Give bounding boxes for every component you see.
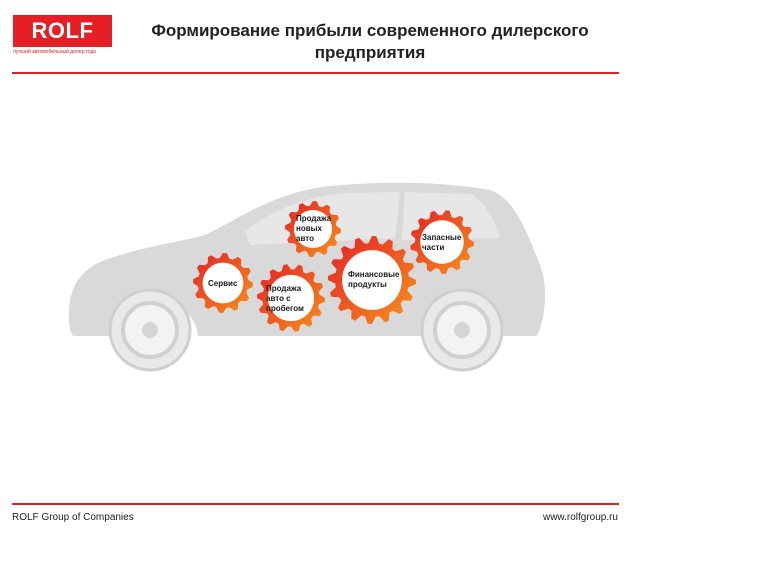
logo-text: ROLF	[31, 18, 94, 43]
gear-label-parts: Запасные части	[422, 233, 462, 252]
bottom-divider	[12, 503, 619, 505]
logo-tagline: лучший автомобильный дилер года	[13, 49, 96, 55]
gear-label-service: Сервис	[208, 279, 238, 288]
gear-label-new-cars: Продажа новых авто	[296, 214, 332, 243]
gear-label-financial: Финансовые продукты	[348, 270, 400, 289]
gear-label-used-cars: Продажа авто с пробегом	[266, 284, 304, 313]
footer-company: ROLF Group of Companies	[12, 512, 134, 523]
slide-title: Формирование прибыли современного дилерского предприятия	[151, 21, 589, 62]
footer-website: www.rolfgroup.ru	[542, 512, 618, 523]
